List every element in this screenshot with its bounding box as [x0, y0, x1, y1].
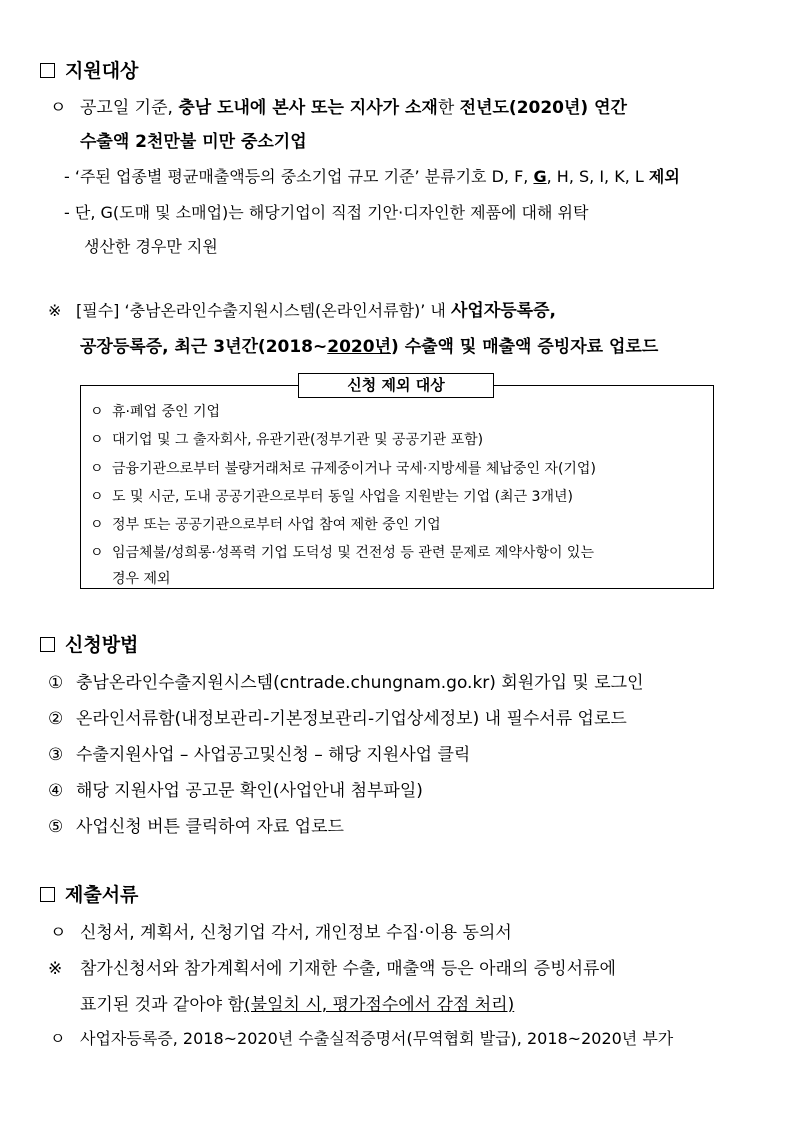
documents-bullet: ㅇ 신청서, 계획서, 신청기업 각서, 개인정보 수집·이용 동의서: [50, 918, 512, 943]
required-note-line2: 공장등록증, 최근 3년간(2018~2020년) 수출액 및 매출액 증빙자료 업로드: [80, 337, 659, 357]
exclusion-item: ㅇ 금융기관으로부터 불량거래처로 규제중이거나 국세·지방세를 체납중인 자(기업): [90, 461, 596, 477]
circle-bullet-icon: ㅇ: [50, 1029, 66, 1048]
wholesale-condition-line: - 단, G(도매 및 소매업)는 해당기업이 직접 기안·디자인한 제품에 대해 위탁: [64, 203, 589, 222]
eligibility-bullet-line2: 수출액 2천만불 미만 중소기업: [80, 132, 307, 152]
checkbox-square-icon: [40, 887, 55, 902]
exclusion-item: ㅇ 도 및 시군, 도내 공공기관으로부터 동일 사업을 지원받는 기업 (최근 3개년): [90, 489, 573, 505]
circle-bullet-icon: ㅇ: [50, 923, 67, 943]
exclusion-item-continued: 경우 제외: [112, 571, 171, 587]
documents-note-line2: 표기된 것과 같아야 함(불일치 시, 평가점수에서 감점 처리): [80, 995, 515, 1015]
step-item: ④ 해당 지원사업 공고문 확인(사업안내 첨부파일): [48, 781, 423, 801]
exclusion-item: ㅇ 임금체불/성희롱·성폭력 기업 도덕성 및 건전성 등 관련 문제로 제약사항이 있는: [90, 545, 594, 561]
step-item: ⑤ 사업신청 버튼 클릭하여 자료 업로드: [48, 817, 344, 837]
checkbox-square-icon: [40, 637, 55, 652]
section-heading-eligibility: 지원대상: [40, 56, 138, 83]
exclusion-item: ㅇ 대기업 및 그 출자회사, 유관기관(정부기관 및 공공기관 포함): [90, 432, 484, 448]
checkbox-square-icon: [40, 63, 55, 78]
circle-bullet-icon: ㅇ: [50, 98, 67, 118]
exclusion-codes-line: - ‘주된 업종별 평균매출액등의 중소기업 규모 기준’ 분류기호 D, F, G, H, S, I, K, L 제외: [64, 167, 680, 186]
exclusion-item: ㅇ 정부 또는 공공기관으로부터 사업 참여 제한 중인 기업: [90, 517, 441, 533]
reference-mark-icon: ※: [48, 301, 62, 320]
section-heading-application-method: 신청방법: [40, 630, 138, 657]
reference-mark-icon: ※: [48, 959, 63, 979]
eligibility-bullet: ㅇ 공고일 기준, 충남 도내에 본사 또는 지사가 소재한 전년도(2020년) 연간: [50, 93, 755, 118]
wholesale-condition-line2: 생산한 경우만 지원: [84, 237, 218, 256]
documents-note: ※ 참가신청서와 참가계획서에 기재한 수출, 매출액 등은 아래의 증빙서류에: [48, 959, 616, 979]
step-item: ① 충남온라인수출지원시스템(cntrade.chungnam.go.kr) 회원가입 및 로그인: [48, 673, 644, 693]
step-item: ② 온라인서류함(내정보관리-기본정보관리-기업상세정보) 내 필수서류 업로드: [48, 709, 627, 729]
required-note: ※ [필수] ‘충남온라인수출지원시스템(온라인서류함)’ 내 사업자등록증,: [48, 301, 556, 321]
documents-bullet: ㅇ 사업자등록증, 2018~2020년 수출실적증명서(무역협회 발급), 2018~2020년 부가: [50, 1026, 673, 1049]
exclusion-box-title: 신청 제외 대상: [298, 373, 494, 398]
step-item: ③ 수출지원사업 – 사업공고및신청 – 해당 지원사업 클릭: [48, 745, 471, 765]
exclusion-item: ㅇ 휴·폐업 중인 기업: [90, 404, 221, 420]
section-heading-documents: 제출서류: [40, 880, 138, 907]
